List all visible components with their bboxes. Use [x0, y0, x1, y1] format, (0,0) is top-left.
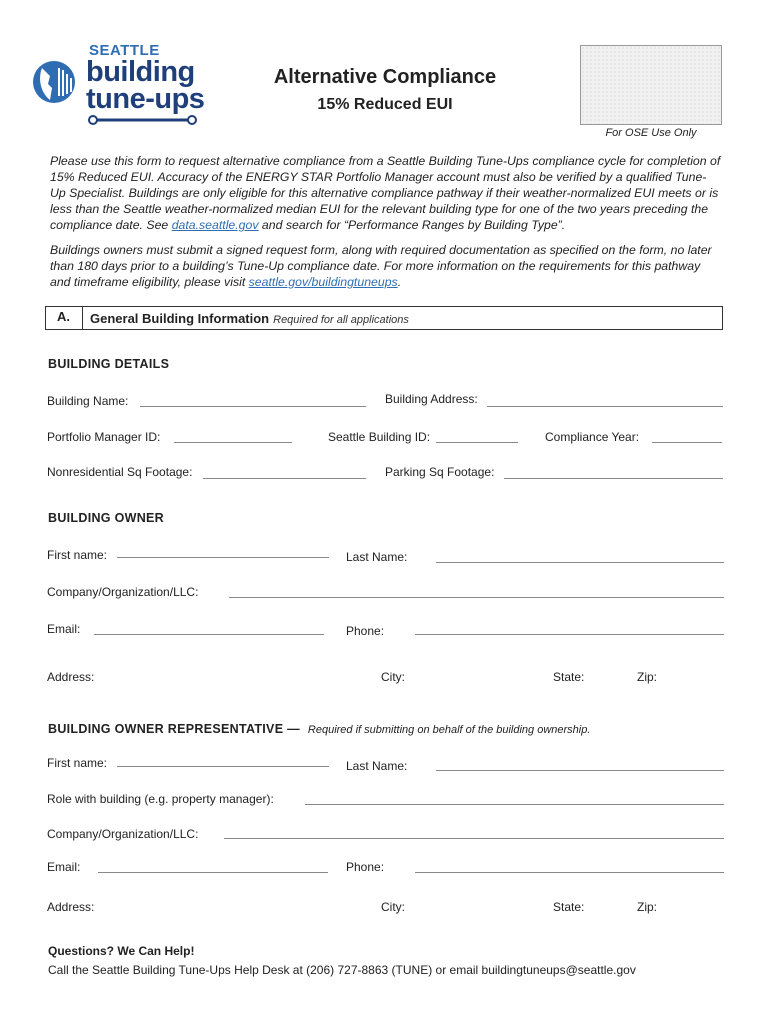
building-name-label: Building Name:: [47, 394, 129, 408]
owner-first-name-field[interactable]: [117, 557, 329, 558]
seattle-building-id-field[interactable]: [436, 442, 518, 443]
building-owner-heading: BUILDING OWNER: [48, 511, 164, 525]
rep-last-name-field[interactable]: [436, 770, 724, 771]
portfolio-manager-id-field[interactable]: [174, 442, 292, 443]
parking-sqft-label: Parking Sq Footage:: [385, 465, 495, 479]
building-address-field[interactable]: [487, 406, 723, 407]
rep-role-field[interactable]: [305, 804, 724, 805]
owner-rep-note: Required if submitting on behalf of the building ownership.: [307, 724, 591, 736]
building-details-heading: BUILDING DETAILS: [48, 357, 170, 371]
compliance-year-field[interactable]: [652, 442, 722, 443]
logo-tuneups-text: tune-ups: [86, 83, 205, 115]
rep-city-label: City:: [381, 900, 405, 914]
owner-state-label: State:: [553, 670, 585, 684]
owner-email-label: Email:: [47, 622, 81, 636]
owner-rep-heading: BUILDING OWNER REPRESENTATIVE — Required if submitting on behalf of the building ownership.: [48, 722, 591, 736]
rep-company-field[interactable]: [224, 838, 724, 839]
rep-phone-field[interactable]: [415, 872, 724, 873]
rep-last-name-label: Last Name:: [346, 759, 408, 773]
parking-sqft-field[interactable]: [504, 478, 723, 479]
nonresidential-sqft-field[interactable]: [203, 478, 366, 479]
compliance-year-label: Compliance Year:: [545, 430, 640, 444]
rep-state-label: State:: [553, 900, 585, 914]
logo-seattle-text: SEATTLE: [89, 42, 160, 59]
intro-paragraph-1: Please use this form to request alternative compliance from a Seattle Building Tune-Ups compliance cycle for completion of 15% Reduced EUI. Accuracy of the ENERGY STAR Portfolio Manager account must also be verified by a qualified Tune-Up Specialist. Buildings are only eligible for this alternative compliance pathway if their weather-normalized EUI meets or is less than the Seattle weather-normalized median EUI for the relevant building type for one of the two years preceding the compliance date. See data.seattle.gov and search for “Performance Ranges by Building Type”.: [50, 154, 721, 232]
rep-company-label: Company/Organization/LLC:: [47, 827, 199, 841]
owner-city-label: City:: [381, 670, 405, 684]
owner-last-name-field[interactable]: [436, 562, 724, 563]
building-name-field[interactable]: [140, 406, 366, 407]
rep-first-name-field[interactable]: [117, 766, 329, 767]
intro-paragraph-2: Buildings owners must submit a signed request form, along with required documentation as specified on the form, no later than 180 days prior to a building’s Tune-Up compliance date. For more information on the requirements for this pathway and timeframe eligibility, please visit seattle.gov/buildingtuneups.: [50, 243, 712, 289]
building-tuneups-link[interactable]: seattle.gov/buildingtuneups: [248, 275, 398, 289]
nonresidential-sqft-label: Nonresidential Sq Footage:: [47, 465, 193, 479]
rep-email-label: Email:: [47, 860, 81, 874]
section-a-letter: A.: [45, 306, 83, 330]
rep-zip-label: Zip:: [637, 900, 658, 914]
rep-first-name-label: First name:: [47, 756, 108, 770]
page-subtitle: 15% Reduced EUI: [317, 96, 453, 113]
ose-use-only-label: For OSE Use Only: [605, 127, 697, 139]
owner-phone-field[interactable]: [415, 634, 724, 635]
owner-phone-label: Phone:: [346, 624, 385, 638]
owner-last-name-label: Last Name:: [346, 550, 408, 564]
ose-use-only-box: [580, 45, 722, 125]
owner-company-label: Company/Organization/LLC:: [47, 585, 199, 599]
seattle-building-id-label: Seattle Building ID:: [328, 430, 431, 444]
portfolio-manager-id-label: Portfolio Manager ID:: [47, 430, 161, 444]
owner-zip-label: Zip:: [637, 670, 658, 684]
owner-first-name-label: First name:: [47, 548, 108, 562]
rep-address-label: Address:: [47, 900, 95, 914]
help-text: Call the Seattle Building Tune-Ups Help Desk at (206) 727-8863 (TUNE) or email buildingtuneups@seattle.gov: [48, 963, 636, 977]
help-title: Questions? We Can Help!: [48, 944, 195, 958]
owner-address-label: Address:: [47, 670, 95, 684]
owner-email-field[interactable]: [94, 634, 324, 635]
section-a-note: Required for all applications: [273, 314, 409, 326]
rep-phone-label: Phone:: [346, 860, 385, 874]
rep-role-label: Role with building (e.g. property manager):: [47, 792, 274, 806]
owner-company-field[interactable]: [229, 597, 724, 598]
page-title: Alternative Compliance: [273, 66, 497, 88]
data-seattle-link[interactable]: data.seattle.gov: [171, 218, 259, 232]
section-a-title: General Building Information Required for all applications: [90, 311, 409, 326]
rep-email-field[interactable]: [98, 872, 328, 873]
building-address-label: Building Address:: [385, 392, 478, 406]
logo-building-text: building: [86, 56, 195, 88]
